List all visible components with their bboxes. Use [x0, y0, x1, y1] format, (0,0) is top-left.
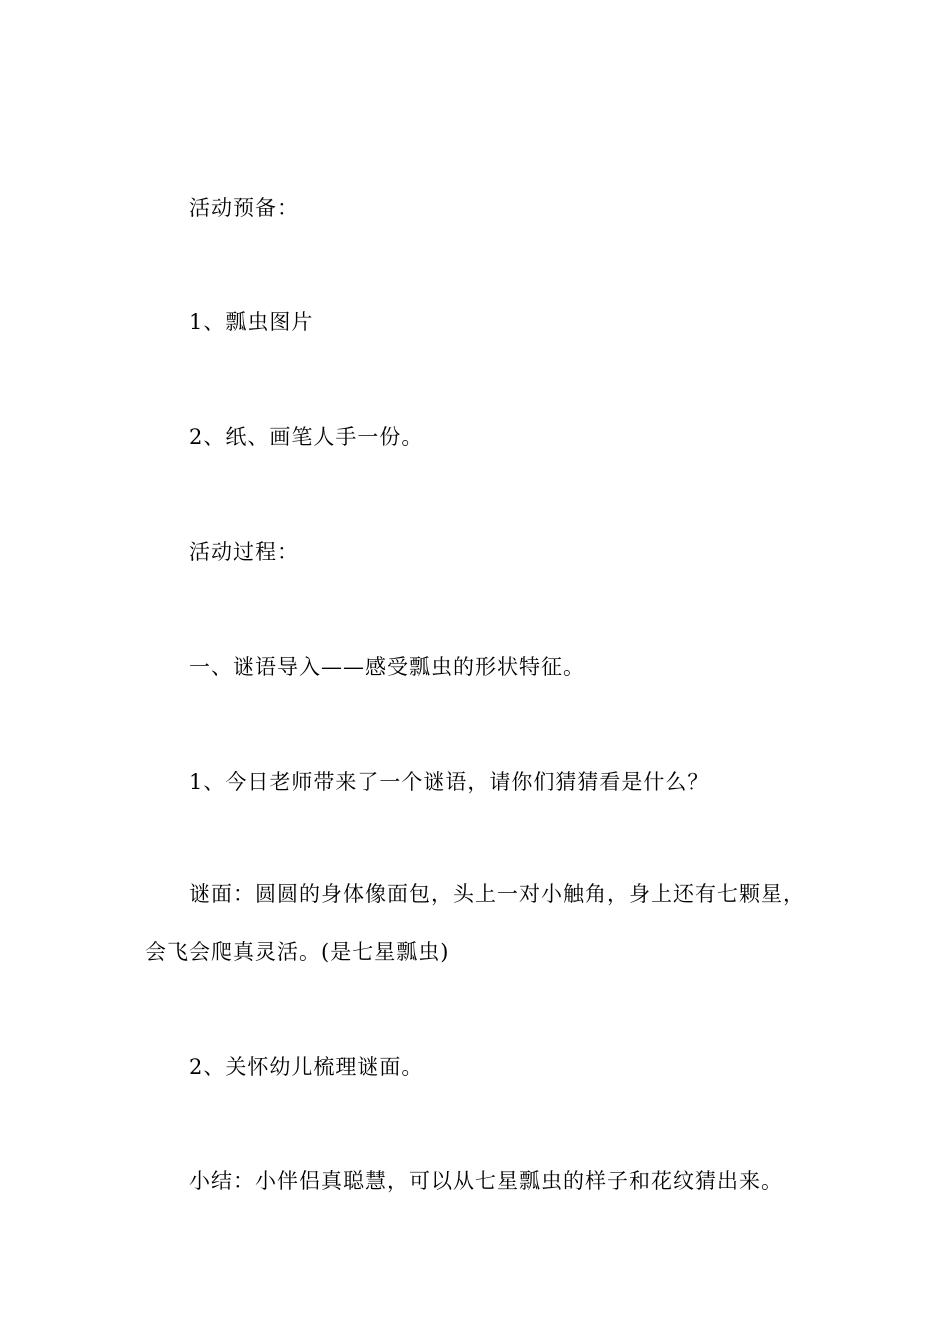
preparation-item-1: 1、瓢虫图片	[189, 310, 314, 334]
riddle-text-line-2: 会飞会爬真灵活。(是七星瓢虫)	[145, 940, 450, 964]
section-heading-process: 活动过程：	[189, 540, 299, 564]
process-step-1-item-2: 2、关怀幼儿梳理谜面。	[189, 1055, 424, 1079]
section-heading-preparation: 活动预备：	[189, 196, 299, 220]
process-step-1-heading: 一、谜语导入——感受瓢虫的形状特征。	[189, 655, 585, 679]
process-step-1-item-1: 1、今日老师带来了一个谜语，请你们猜猜看是什么？	[189, 770, 710, 794]
preparation-item-2: 2、纸、画笔人手一份。	[189, 425, 424, 449]
summary-text: 小结：小伴侣真聪慧，可以从七星瓢虫的样子和花纹猜出来。	[189, 1169, 783, 1193]
riddle-text-line-1: 谜面：圆圆的身体像面包，头上一对小触角，身上还有七颗星，	[189, 882, 805, 906]
